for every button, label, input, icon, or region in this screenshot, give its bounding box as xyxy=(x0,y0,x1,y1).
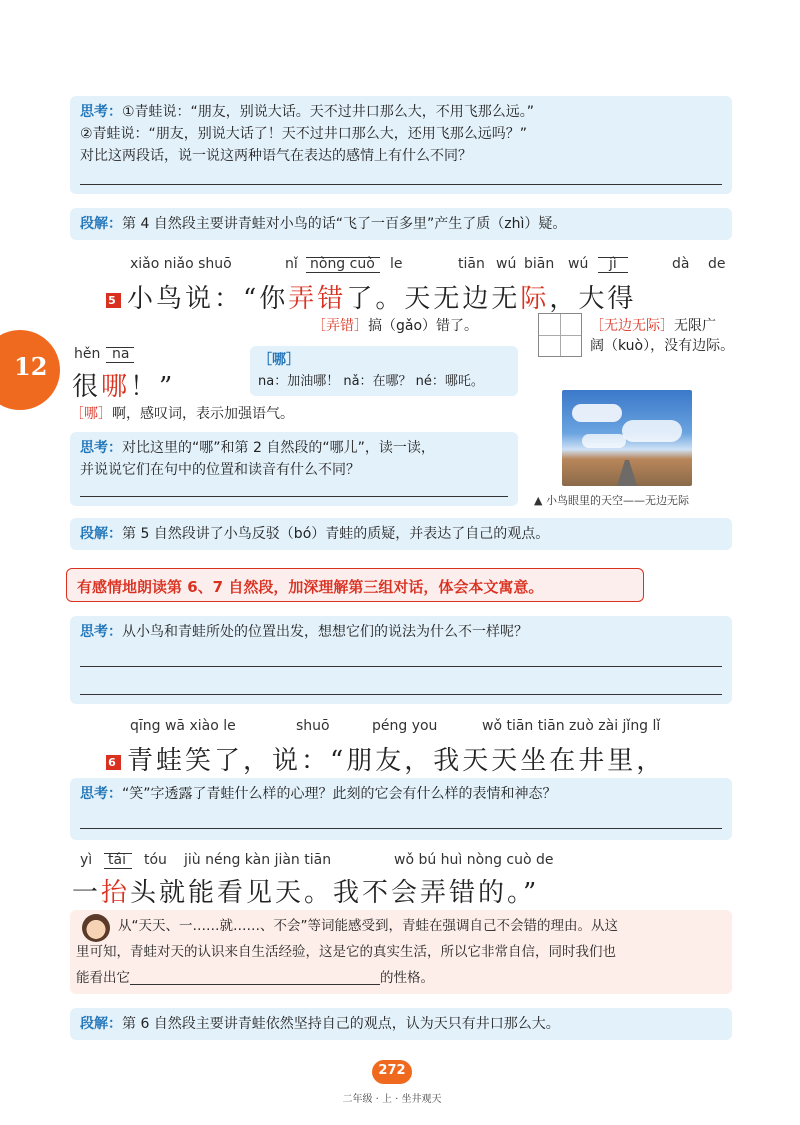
gloss: ［哪］啊，感叹词，表示加强语气。 xyxy=(70,406,294,422)
pinyin: dà xyxy=(672,256,690,272)
sky-photo xyxy=(562,390,692,486)
para-note-text: 第 4 自然段主要讲青蛙对小鸟的话“飞了一百多里”产生了质（zhì）疑。 xyxy=(122,216,567,232)
pinyin: wú xyxy=(568,256,589,272)
text-line: 一抬头就能看见天。我不会弄错的。” xyxy=(72,878,540,908)
para-note-box xyxy=(70,208,732,240)
think-box-2: 思考：对比这里的“哪”和第 2 自然段的“哪儿”，读一读， 并说说它们在句中的位置和读音有什么不同？ xyxy=(70,432,518,506)
text-line: 6 青蛙笑了，说：“朋友，我天天坐在井里， xyxy=(106,740,665,777)
pinyin: na xyxy=(112,346,130,362)
think-box-4: 思考：“笑”字透露了青蛙什么样的心理？此刻的它会有什么样的表情和神态？ xyxy=(70,778,732,840)
page-number: 272 xyxy=(378,1063,406,1078)
think-line: 并说说它们在句中的位置和读音有什么不同？ xyxy=(80,462,360,478)
tip-line: 从“天天、一……就……、不会”等词能感受到，青蛙在强调自己不会错的理由。从这 xyxy=(118,918,618,934)
pinyin: xiǎo niǎo shuō xyxy=(130,256,232,272)
para-note-box: 段解：第 6 自然段主要讲青蛙依然坚持自己的观点，认为天只有井口那么大。 xyxy=(70,1008,732,1040)
pinyin: biān xyxy=(524,256,555,272)
pinyin: tóu xyxy=(144,852,167,868)
paragraph-number: 5 xyxy=(106,293,121,308)
think-label: 思考： xyxy=(80,440,122,456)
para-note-box: 段解：第 5 自然段讲了小鸟反驳（bó）青蛙的质疑，并表达了自己的观点。 xyxy=(70,518,732,550)
think-line: ①青蛙说：“朋友，别说大话。天不过井口那么大，不用飞那么远。” xyxy=(122,104,535,120)
gloss: ［无边无际］无限广 xyxy=(590,318,716,334)
keyword: 际 xyxy=(520,284,550,314)
answer-line[interactable] xyxy=(80,694,722,695)
writing-grid xyxy=(538,313,582,357)
chapter-number: 12 xyxy=(14,352,48,381)
polyphone-tag: ［哪］ xyxy=(258,352,300,368)
polyphone-text: na：加油哪！ nǎ：在哪？ né：哪吒。 xyxy=(258,374,484,389)
keyword: 哪 xyxy=(101,372,131,402)
fill-blank[interactable] xyxy=(130,971,380,985)
pinyin: yì xyxy=(80,852,93,868)
tip-box: 从“天天、一……就……、不会”等词能感受到，青蛙在强调自己不会错的理由。从这 里可知，青蛙对天的认识来自生活经验，这是它的真实生活，所以它非常自信，同时我们也 能看出它 的性格。 xyxy=(70,910,732,994)
photo-caption: ▲ 小鸟眼里的天空——无边无际 xyxy=(534,494,689,507)
pinyin: wǒ bú huì nòng cuò de xyxy=(394,852,554,868)
pinyin: péng you xyxy=(372,718,438,734)
pinyin: hěn xyxy=(74,346,101,362)
pinyin: shuō xyxy=(296,718,330,734)
think-line: 对比这两段话，说一说这两种语气在表达的感情上有什么不同？ xyxy=(80,148,472,164)
gloss: 阔（kuò），没有边际。 xyxy=(590,338,735,354)
paragraph-number: 6 xyxy=(106,755,121,770)
pinyin: jì xyxy=(609,256,617,272)
pinyin: nòng cuò xyxy=(310,256,375,272)
pinyin: qīng wā xiào le xyxy=(130,718,236,734)
footer-text: 二年级 · 上 · 坐井观天 xyxy=(342,1094,442,1105)
answer-line[interactable] xyxy=(80,184,722,185)
pinyin: tiān xyxy=(458,256,485,272)
pinyin: le xyxy=(390,256,403,272)
pinyin: wǒ tiān tiān zuò zài jǐng lǐ xyxy=(482,718,661,734)
pinyin: de xyxy=(708,256,726,272)
polyphone-box xyxy=(250,346,518,396)
keyword: 抬 xyxy=(101,878,131,908)
gloss: ［弄错］搞（gǎo）错了。 xyxy=(312,318,479,334)
answer-line[interactable] xyxy=(80,666,722,667)
pinyin: nǐ xyxy=(285,256,298,272)
think-box-1 xyxy=(70,96,732,194)
para-note-label: 段解： xyxy=(80,216,122,232)
pinyin: tái xyxy=(108,852,126,868)
text-line: 5 小鸟说：“你弄错了。天无边无际，大得 xyxy=(106,278,636,315)
think-label: 思考： xyxy=(80,104,122,120)
tip-line: 里可知，青蛙对天的认识来自生活经验，这是它的真实生活，所以它非常自信，同时我们也 xyxy=(76,944,616,960)
think-line: ②青蛙说：“朋友，别说大话了！天不过井口那么大，还用飞那么远吗？” xyxy=(80,126,528,142)
text-line: 很哪！” xyxy=(72,372,176,402)
avatar xyxy=(82,914,110,942)
keyword: 弄错 xyxy=(288,284,347,314)
answer-line[interactable] xyxy=(80,828,722,829)
pinyin: jiù néng kàn jiàn tiān xyxy=(184,852,332,868)
think-box-3: 思考：从小鸟和青蛙所处的位置出发，想想它们的说法为什么不一样呢？ xyxy=(70,616,732,704)
answer-line[interactable] xyxy=(80,496,508,497)
reading-banner: 有感情地朗读第 6、7 自然段，加深理解第三组对话，体会本文寓意。 xyxy=(66,568,644,602)
pinyin: wú xyxy=(496,256,517,272)
